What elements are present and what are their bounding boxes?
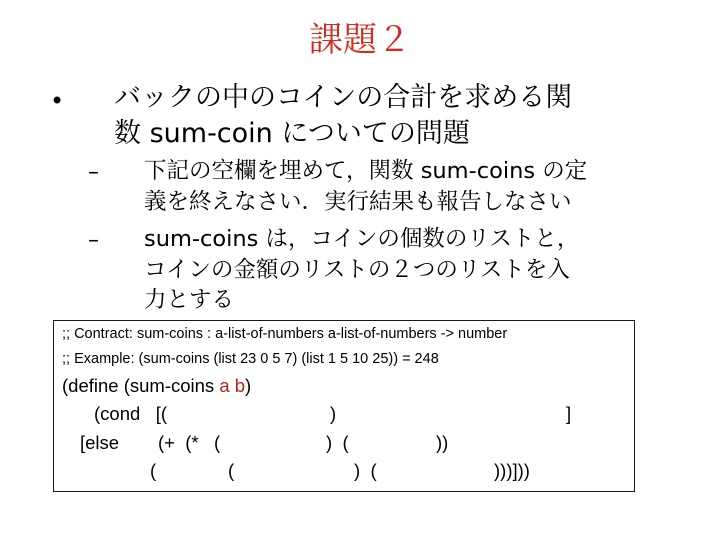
- sub-bullet-2-line-2: コインの金額のリストの２つのリストを入: [144, 256, 570, 283]
- main-bullet-line-1: バックの中のコインの合計を求める関: [114, 82, 573, 113]
- sub-bullet-2-line-1: sum-coins は，コインの個数のリストと，: [144, 226, 580, 252]
- sub-bullet-marker-2: –: [88, 228, 99, 253]
- paren-pair-1: ) (: [326, 432, 349, 453]
- else-keyword: [else: [80, 432, 120, 453]
- sub-bullet-2-line-3: 力とする: [144, 287, 235, 313]
- sub-bullet-marker-1: –: [88, 160, 99, 185]
- bullet-marker: •: [50, 87, 65, 115]
- cond-clause-close: ]: [566, 403, 572, 424]
- define-prefix: (define (sum-coins: [62, 375, 220, 396]
- example-comment: ;; Example: (sum-coins (list 23 0 5 7) (list 1 5 10 25)) = 248: [62, 351, 439, 367]
- main-bullet: [114, 80, 694, 152]
- contract-comment: ;; Contract: sum-coins : a-list-of-numbers a-list-of-numbers -> number: [62, 326, 508, 342]
- param-b: b: [234, 375, 246, 396]
- cond-test-close: ): [330, 403, 337, 424]
- sub-bullet-2: [144, 224, 704, 316]
- slide-title: 課題２: [309, 20, 411, 60]
- code-box: [53, 320, 635, 492]
- param-a: a: [219, 375, 230, 396]
- open-paren-b: (: [228, 460, 235, 481]
- plus-times-open: (+ (* (: [158, 432, 221, 453]
- sub-bullet-1: [144, 156, 704, 217]
- open-paren-a: (: [150, 460, 157, 481]
- sub-bullet-1-line-2: 義を終えなさい．実行結果も報告しなさい: [144, 188, 572, 215]
- main-bullet-line-2: 数 sum-coin についての問題: [114, 118, 470, 149]
- paren-pair-2: ) (: [354, 460, 377, 481]
- double-close: )): [436, 432, 449, 453]
- define-suffix: ): [245, 375, 252, 396]
- sub-bullet-1-line-1: 下記の空欄を埋めて，関数 sum-coins の定: [144, 158, 588, 184]
- final-close: )))])): [494, 460, 530, 481]
- define-line: [62, 375, 251, 397]
- cond-open: (cond [(: [94, 403, 167, 424]
